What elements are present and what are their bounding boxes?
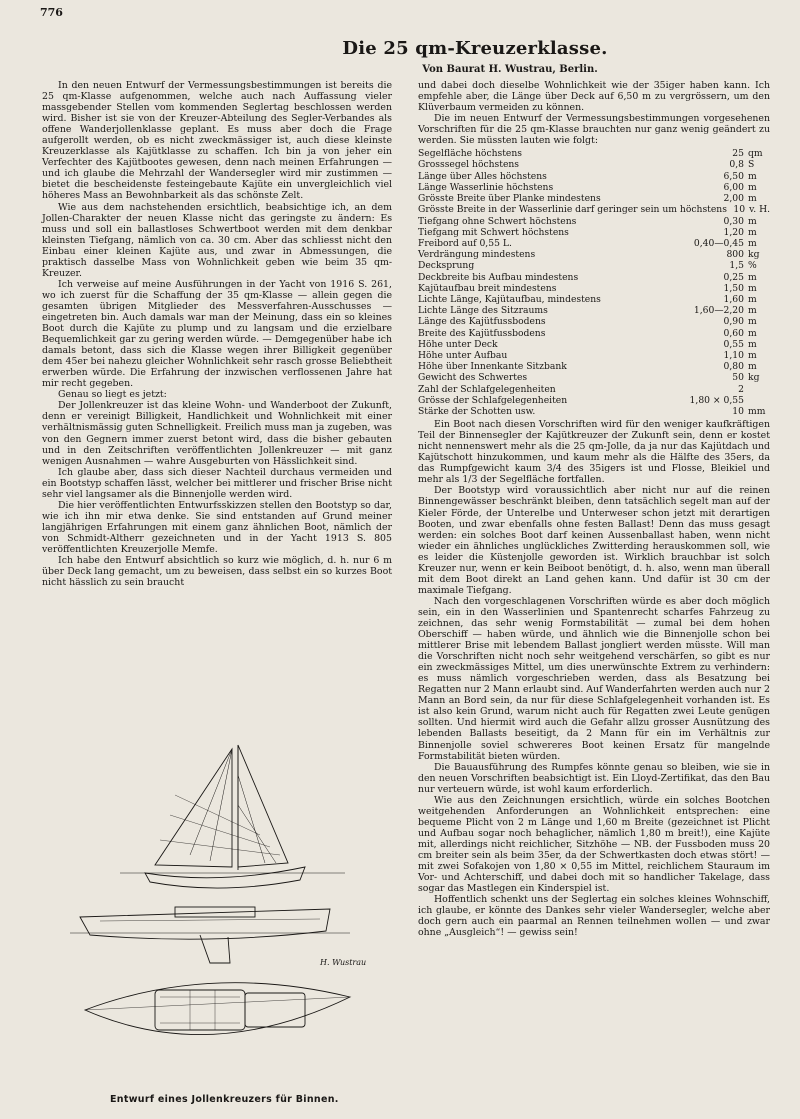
rule-value: 10 [732,405,744,417]
rule-unit: m [748,193,757,205]
rule-value: 1,60—2,20 [693,305,744,317]
rule-label: Breite des Kajütfussbodens [418,327,546,339]
sail-plan-and-hull-drawing [60,735,380,1085]
rule-row [418,159,770,170]
rule-value: 1,80 × 0,55 [689,394,744,406]
rule-row [418,249,770,260]
rule-label: Zahl der Schlafgelegenheiten [418,383,556,395]
rule-value: 1,60 [723,293,744,305]
page-number: 776 [40,6,63,19]
rule-row [418,339,770,350]
rule-label: Segelfläche höchstens [418,148,523,160]
rule-label: Freibord auf 0,55 L. [418,237,512,249]
rule-value: 0,8 [729,159,744,171]
paragraph: Ein Boot nach diesen Vorschriften wird für den weniger kaufkräftigen Teil der Binnensegler der Kajütkreuzer der Zukunft sein, denn er kostet nicht nennenswert mehr als die 25 qm-Jolle, da ja nur das Kajütdach und Kajütschott hinzukommen, und kaum mehr als die Hälfte des 35ers, da das Rumpfgewicht kaum 3/4 des 35igers ist und Flosse, Bleikiel und mehr als 1/3 der Segelfläche fortfallen. [418,419,770,486]
hull-profile [80,909,330,939]
rule-unit: m [748,215,757,227]
rule-label: Kajütaufbau breit mindestens [418,282,557,294]
cockpit-plan [245,993,305,1027]
left-column [42,80,392,588]
rule-value: 2,00 [723,193,744,205]
right-column [418,80,770,938]
rule-unit: qm [748,148,763,160]
rule-row [418,260,770,271]
cabin-plan [155,990,245,1030]
rule-value: 6,50 [723,170,744,182]
rule-unit: v. H. [749,204,770,216]
rule-label: Tiefgang ohne Schwert höchstens [418,215,577,227]
rule-label: Grösste Breite über Planke mindestens [418,193,601,205]
rule-label: Grösse der Schlafgelegenheiten [418,394,568,406]
rule-value: 0,40—0,45 [693,237,744,249]
rule-unit: S [748,159,755,171]
rule-unit: m [748,361,757,373]
rule-label: Länge Wasserlinie höchstens [418,181,554,193]
paragraph: In den neuen Entwurf der Vermessungsbestimmungen ist bereits die 25 qm-Klasse aufgenommen, welche auch nach Auffassung vieler massgebender Stellen vom kommenden Seglertag beschlossen werden wird. Bisher ist sie von der Kreuzer-Abteilung des Segler-Verbandes als offene Wanderjollenklasse geplant. Es muss aber doch die Frage aufgerollt werden, ob es nicht zweckmässiger ist, auch diese kleinste Kreuzerklasse als Kajütklasse zu schaffen. Ich bin ja von jeher ein Verfechter des Kajütbootes gewesen, denn nach meinen Erfahrungen — und ich glaube die Mehrzahl der Wandersegler wird mir zustimmen — bietet die bescheidenste festeingebaute Kajüte ein unvergleichlich viel höheres Mass an Bewohnbarkeit als das schönste Zelt. [42,80,392,202]
paragraph: Wie aus dem nachstehenden ersichtlich, beabsichtige ich, an dem Jollen-Charakter der neuen Klasse nicht das geringste zu ändern: Es muss und soll ein ballastloses Schwertboot werden mit dem denkbar kleinsten Tiefgang, nämlich von ca. 30 cm. Aber das schliesst nicht den Einbau einer kleinen Kajüte aus, und zwar in Abmessungen, die praktisch dasselbe Mass von Wohnlichkeit geben wie beim 35 qm-Kreuzer. [42,201,392,279]
rule-unit: m [748,293,757,305]
rule-value: 1,50 [723,282,744,294]
rule-row [418,148,770,159]
rule-unit: % [748,260,757,272]
rule-label: Tiefgang mit Schwert höchstens [418,226,569,238]
rule-unit: m [748,226,757,238]
paragraph: Die Bauausführung des Rumpfes könnte genau so bleiben, wie sie in den neuen Vorschriften beabsichtigt ist. Ein Lloyd-Zertifikat, das den Bau nur verteuern würde, ist wohl kaum erforderlich. [418,761,770,795]
paragraph: Ich glaube aber, dass sich dieser Nachteil durchaus vermeiden und ein Bootstyp schaffen lässt, welcher bei mittlerer und frischer Brise nicht sehr viel langsamer als die Binnenjolle werden wird. [42,466,392,500]
rule-row [418,227,770,238]
rule-value: 0,60 [723,327,744,339]
rule-value: 0,55 [723,338,744,350]
rule-row [418,193,770,204]
rule-unit: m [748,327,757,339]
rule-unit [744,395,770,406]
rule-row [418,350,770,361]
rule-label: Deckbreite bis Aufbau mindestens [418,271,579,283]
rule-unit: m [748,349,757,361]
rule-label: Grösste Breite in der Wasserlinie darf geringer sein um höchstens [418,204,727,216]
paragraph: Der Bootstyp wird voraussichtlich aber nicht nur auf die reinen Binnengewässer beschränkt bleiben, denn tatsächlich segelt man auf der Kieler Förde, der Unterelbe und Unterweser schon jetzt mit derartigen Booten, und zwar ebenfalls ohne festen Ballast! Denn das muss gesagt werden: ein solches Boot darf keinen Aussenballast haben, wenn nicht wieder ein ähnliches unglückliches Zwitterding herauskommen soll, wie es leider die Küstenjolle geworden ist. Wirklich brauchbar ist solch Kreuzer nur, wenn er kein Beiboot benötigt, d. h. also, wenn man überall mit dem Boot direkt an Land gehen kann. Und dafür ist 30 cm der maximale Tiefgang. [418,485,770,596]
figure-caption: Entwurf eines Jollenkreuzers für Binnen. [110,1094,339,1105]
rule-label: Höhe über Innenkante Sitzbank [418,361,567,373]
rule-unit: kg [748,372,760,384]
rule-row [418,272,770,283]
rule-row [418,384,770,395]
rule-value: 25 [732,148,744,160]
rule-unit [744,384,770,395]
rule-row [418,372,770,383]
rule-value: 0,80 [723,361,744,373]
rule-label: Höhe unter Deck [418,338,498,350]
rule-unit: m [748,338,757,350]
rule-label: Lichte Länge, Kajütaufbau, mindestens [418,293,601,305]
rule-label: Stärke der Schotten usw. [418,405,536,417]
paragraph: Die im neuen Entwurf der Vermessungsbestimmungen vorgesehenen Vorschriften für die 25 qm-Klasse brauchten nur ganz wenig geändert zu werden. Sie müssten lauten wie folgt: [418,113,770,147]
paragraph: Der Jollenkreuzer ist das kleine Wohn- und Wanderboot der Zukunft, denn er vereinigt Billigkeit, Handlichkeit und Wohnlichkeit mit einer verhältnismässig guten Schnelligkeit. Freilich muss man ja zugeben, was von den Gegnern immer zuerst betont wird, dass die bisher gebauten und in den Zeitschriften veröffentlichten Jollenkreuzer — mit ganz wenigen Ausnahmen — wahre Ausgeburten von Hässlichkeit sind. [42,400,392,467]
hull-sail-plan [145,867,305,888]
paragraph: Ich habe den Entwurf absichtlich so kurz wie möglich, d. h. nur 6 m über Deck lang gemacht, um zu beweisen, dass selbst ein so kurzes Boot nicht hässlich zu sein braucht [42,555,392,589]
rule-unit: m [748,271,757,283]
rule-row [418,283,770,294]
rule-unit: mm [748,405,766,417]
rule-label: Höhe unter Aufbau [418,349,508,361]
rule-label: Gewicht des Schwertes [418,372,528,384]
paragraph: Die hier veröffentlichten Entwurfsskizzen stellen den Bootstyp so dar, wie ich ihn mir etwa denke. Sie sind entstanden auf Grund meiner langjährigen Erfahrungen mit einem ganz ähnlichen Boot, nämlich der von Schmidt-Altherr gezeichneten und in der Yacht 1913 S. 805 veröffentlichten Kreuzerjolle Memfe. [42,499,392,555]
boat-drawing [60,735,380,1085]
rule-row [418,171,770,182]
rule-value: 10 [733,204,746,216]
rule-row [418,395,770,406]
rule-row [418,316,770,327]
paragraph: Wie aus den Zeichnungen ersichtlich, würde ein solches Bootchen weitgehenden Anforderungen an Wohnlichkeit entsprechen: eine bequeme Plicht von 2 m Länge und 1,60 m Breite (gezeichnet ist Plicht und Aufbau sogar noch behaglicher, nämlich 1,80 m breit!), eine Kajüte mit, allerdings nicht reichlicher, Sitzhöhe — NB. der Fussboden muss 20 cm breiter sein als beim 35er, da der Schwertkasten doch etwas stört! — mit zwei Sofakojen von 1,80 × 0,55 im Mittel, reichlichem Stauraum im Vor- und Achterschiff, und dabei doch mit so handlicher Takelage, dass sogar das Mastlegen ein Kinderspiel ist. [418,794,770,895]
rule-row [418,238,770,249]
rule-label: Länge des Kajütfussbodens [418,316,546,328]
rule-unit: m [748,316,757,328]
rules-table [418,148,770,417]
rule-unit: kg [748,249,760,261]
rule-unit: m [748,282,757,294]
rule-label: Lichte Länge des Sitzraums [418,305,548,317]
rule-row [418,406,770,417]
rule-unit: m [748,181,757,193]
paragraph: Ich verweise auf meine Ausführungen in der Yacht von 1916 S. 261, wo ich zuerst für die Schaffung der 35 qm-Klasse — allein gegen die gesamten übrigen Mitglieder des Messverfahren-Ausschusses — eingetreten bin. Auch damals war man der Meinung, dass ein so kleines Boot durch die Kajüte zu plump und zu langsam und die erzielbare Bequemlichkeit gar zu gering werden würde. — Demgegenüber habe ich damals betont, dass sich die Klasse wegen ihrer Billigkeit gegenüber dem 45er bei nahezu gleicher Wohnlichkeit sehr rasch grosse Beliebtheit erwerben würde. Die Erfahrung der inzwischen verflossenen Jahre hat mir recht gegeben. [42,278,392,390]
rule-value: 1,20 [723,226,744,238]
rule-label: Decksprung [418,260,475,272]
article-byline: Von Baurat H. Wustrau, Berlin. [422,64,598,75]
rule-value: 1,10 [723,349,744,361]
paragraph: Hoffentlich schenkt uns der Seglertag ein solches kleines Wohnschiff, ich glaube, er könnte des Dankes sehr vieler Wandersegler, welche aber doch gern auch ein paarmal an Rennen teilnehmen wollen — und zwar ohne „Ausgleich“! — gewiss sein! [418,894,770,939]
rule-value: 0,25 [723,271,744,283]
rule-row [418,305,770,316]
rule-unit: m [748,237,757,249]
rule-value: 800 [726,249,744,261]
rule-label: Grosssegel höchstens [418,159,520,171]
deck-plan [85,983,350,1035]
rule-unit: m [748,170,757,182]
rule-value: 2 [738,383,744,395]
rule-row [418,361,770,372]
paragraph: Genau so liegt es jetzt: [58,389,167,401]
article-title: Die 25 qm-Kreuzerklasse. [342,38,608,59]
rule-value: 0,30 [723,215,744,227]
rule-value: 1,5 [729,260,744,272]
rule-value: 50 [732,372,744,384]
paragraph: und dabei doch dieselbe Wohnlichkeit wie der 35iger haben kann. Ich empfehle aber, die Länge über Deck auf 6,50 m zu vergrössern, um den Klüverbaum vermeiden zu können. [418,80,770,114]
rule-row [418,294,770,305]
rule-row [418,328,770,339]
signature: H. Wustrau [320,958,367,967]
rule-unit: m [748,305,757,317]
mainsail-outline [238,745,288,867]
paragraph: Nach den vorgeschlagenen Vorschriften würde es aber doch möglich sein, ein in den Wasserlinien und Spantenrecht scharfes Fahrzeug zu zeichnen, das sehr wenig Formstabilität — zumal bei dem hohen Oberschiff — haben würde, und ähnlich wie die Binnenjolle schon bei mittlerer Brise mit lebendem Ballast jongliert werden müsste. Will man die Vorschriften nicht noch sehr weitgehend verschärfen, so gibt es nur ein zweckmässiges Mittel, um dies unerwünschte Extrem zu verhindern: es muss nämlich vorgeschrieben werden, dass als Besatzung bei Regatten nur 2 Mann erlaubt sind. Auf Wanderfahrten werden auch nur 2 Mann an Bord sein, da nur für diese Schlafgelegenheit vorhanden ist. Es ist also kein Grund, warum nicht auch für Regatten zwei Leute genügen sollten. Und hiermit wird auch die Gefahr allzu grosser Ausnützung des lebenden Ballasts beseitigt, da 2 Mann für ein im Verhältnis zur Binnenjolle soviel schwereres Boot keinen Ersatz für mangelnde Formstabilität bieten würden. [418,595,770,762]
rule-label: Länge über Alles höchstens [418,170,547,182]
rule-label: Verdrängung mindestens [418,249,536,261]
rule-value: 0,90 [723,316,744,328]
rule-row [418,204,770,215]
rule-row [418,216,770,227]
rule-row [418,182,770,193]
rule-value: 6,00 [723,181,744,193]
